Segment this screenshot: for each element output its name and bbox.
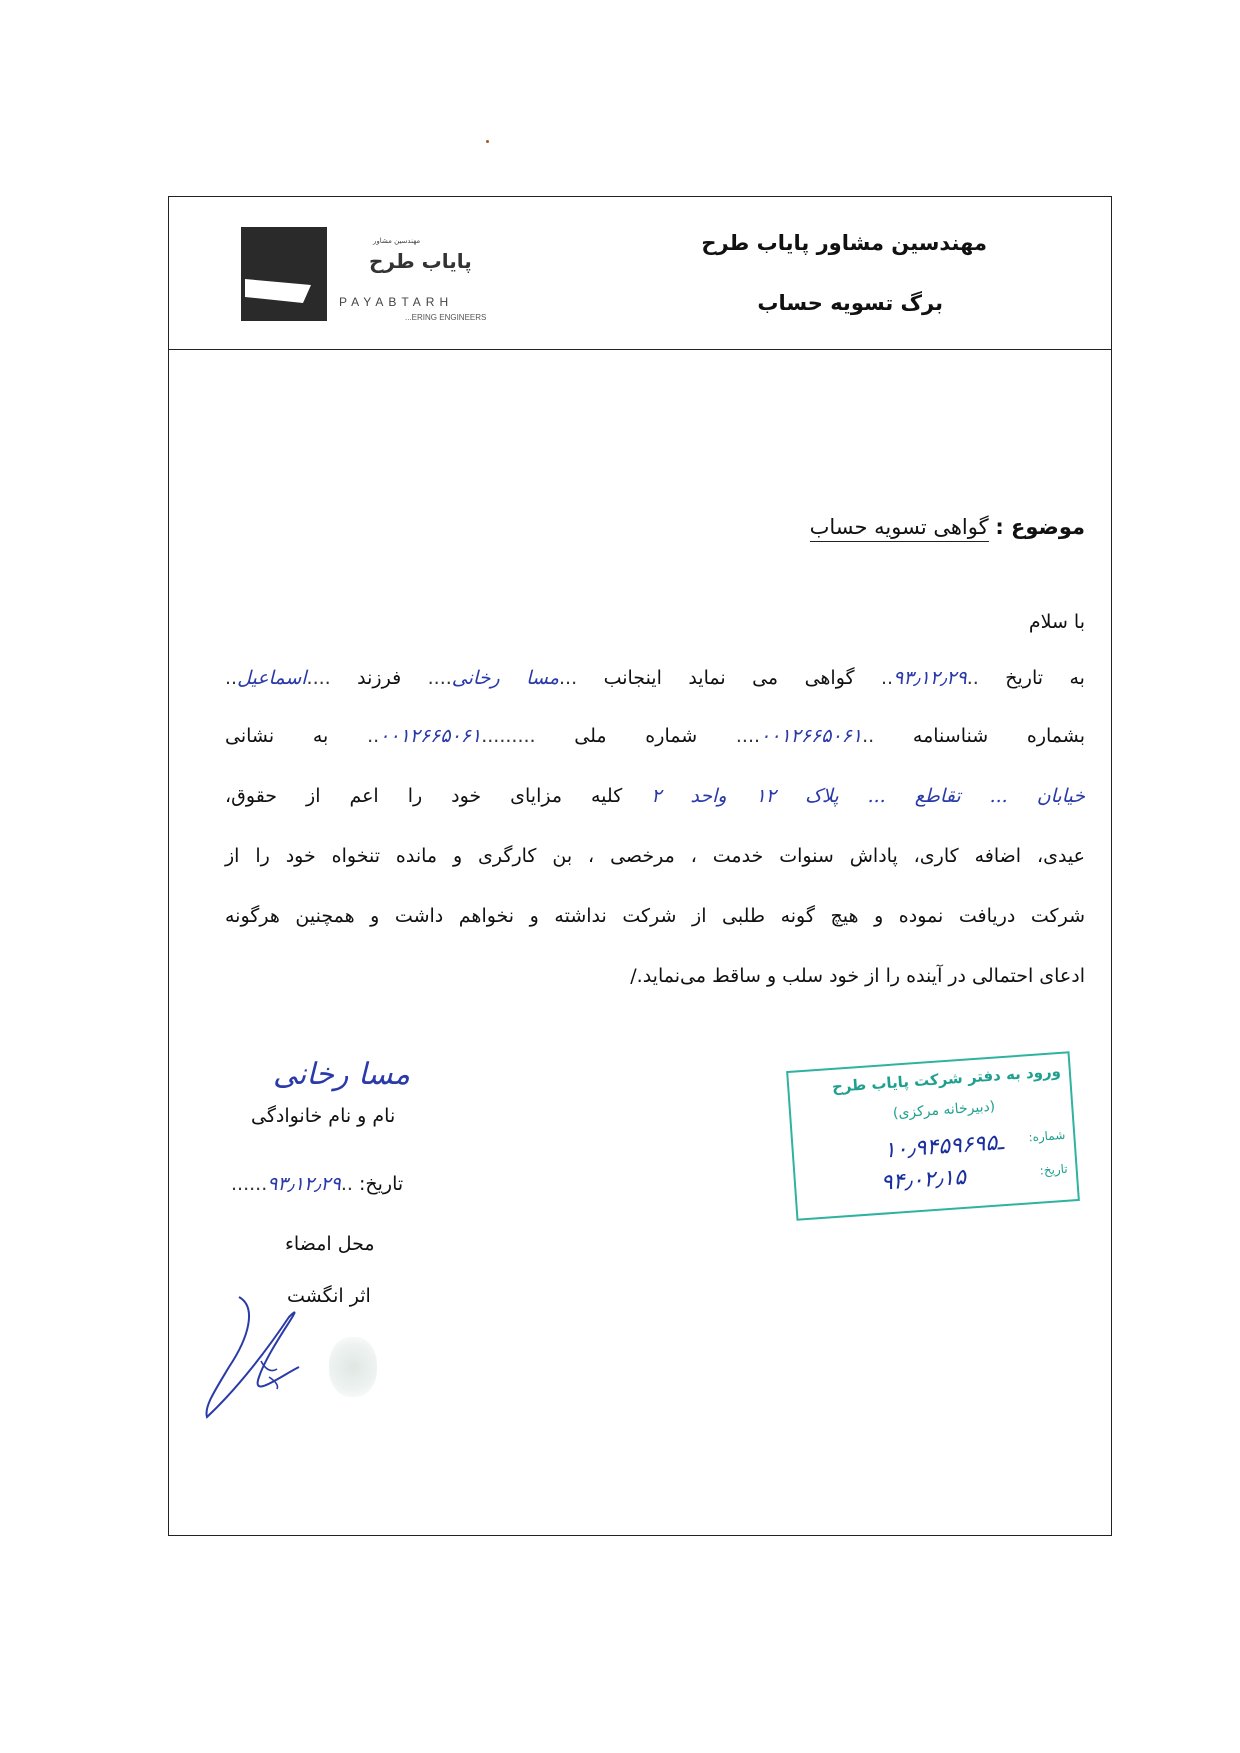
logo-mark-icon [241,227,327,321]
stamp-date: ۹۴٫۰۲٫۱۵ [880,1164,967,1196]
handwritten-address: خیابان ... تقاطع ... پلاک ۱۲ واحد ۲ [651,785,1085,807]
handwritten-sign-date: ۹۳٫۱۲٫۲۹ [267,1173,341,1195]
fingerprint-mark [329,1337,377,1397]
fingerprint-label: اثر انگشت [287,1285,371,1307]
document-frame [168,196,1112,1536]
logo-persian-name: پایاب طرح [369,249,472,273]
handwritten-national-number: ۰۰۱۲۶۶۵۰۶۱ [379,725,482,747]
stamp-number: ۱۰٫۹۴ـ۵۹۶۹۵ [883,1130,1005,1164]
subject-text: گواهی تسویه حساب [810,515,989,542]
logo-tagline: مهندسین مشاور [373,237,421,245]
stamp-number-label: شماره: [1028,1127,1066,1145]
company-logo [241,227,327,321]
body-line-1: به تاریخ ..۹۳٫۱۲٫۲۹.. گواهی می نماید اینجانب ...مسا رخانی.... فرزند ....اسماعیل.. [225,667,1085,689]
date-row: تاریخ: ..۹۳٫۱۲٫۲۹...... [231,1173,404,1195]
stamp-title: ورود به دفتر شرکت پایاب طرح [831,1061,1062,1096]
text-segment: به تاریخ [1005,667,1085,689]
text-segment: کلیه مزایای خود را اعم از حقوق، [225,785,623,807]
body-line-4: عیدی، اضافه کاری، پاداش سنوات خدمت ، مرخصی ، بن کارگری و مانده تنخواه خود را از [225,845,1085,867]
greeting: با سلام [1028,611,1085,633]
text-segment: گواهی می نماید اینجانب [603,667,855,689]
registry-stamp [786,1051,1080,1220]
text-segment: به نشانی [225,725,329,747]
sign-place-label: محل امضاء [285,1233,375,1255]
text-segment: شماره ملی [574,725,698,747]
body-line-3 [225,785,1085,807]
handwritten-father-name: اسماعیل [237,667,307,689]
company-name: مهندسین مشاور پایاب طرح [701,231,987,255]
ink-speck [486,140,489,143]
body-line-6: ادعای احتمالی در آینده را از خود سلب و ساقط می‌نماید./ [630,965,1085,987]
logo-subtitle: ...ERING ENGINEERS [405,313,487,322]
stamp-date-label: تاریخ: [1039,1161,1069,1178]
form-title: برگ تسویه حساب [757,291,943,315]
handwritten-signature-name: مسا رخانی [273,1057,411,1092]
header-divider [169,349,1111,350]
handwritten-id-number: ۰۰۱۲۶۶۵۰۶۱ [760,725,863,747]
name-label: نام و نام خانوادگی [251,1105,396,1127]
subject-label: موضوع : [995,515,1085,539]
handwritten-name: مسا رخانی [451,667,559,689]
stamp-subtitle: (دبیرخانه مرکزی) [892,1098,996,1122]
handwritten-date: ۹۳٫۱۲٫۲۹ [893,667,967,689]
body-line-2: بشماره شناسنامه ..۰۰۱۲۶۶۵۰۶۱.... شماره ملی .........۰۰۱۲۶۶۵۰۶۱.. به نشانی [225,725,1086,747]
subject-line [810,515,1085,539]
body-line-5: شرکت دریافت نموده و هیچ گونه طلبی از شرکت نداشته و نخواهم داشت و همچنین هرگونه [225,905,1085,927]
logo-latin-name: PAYABTARH [339,295,454,309]
text-segment: بشماره شناسنامه [912,725,1086,747]
text-segment: فرزند [357,667,402,689]
signature-scribble-icon [199,1277,339,1427]
date-label: تاریخ: [358,1173,404,1195]
